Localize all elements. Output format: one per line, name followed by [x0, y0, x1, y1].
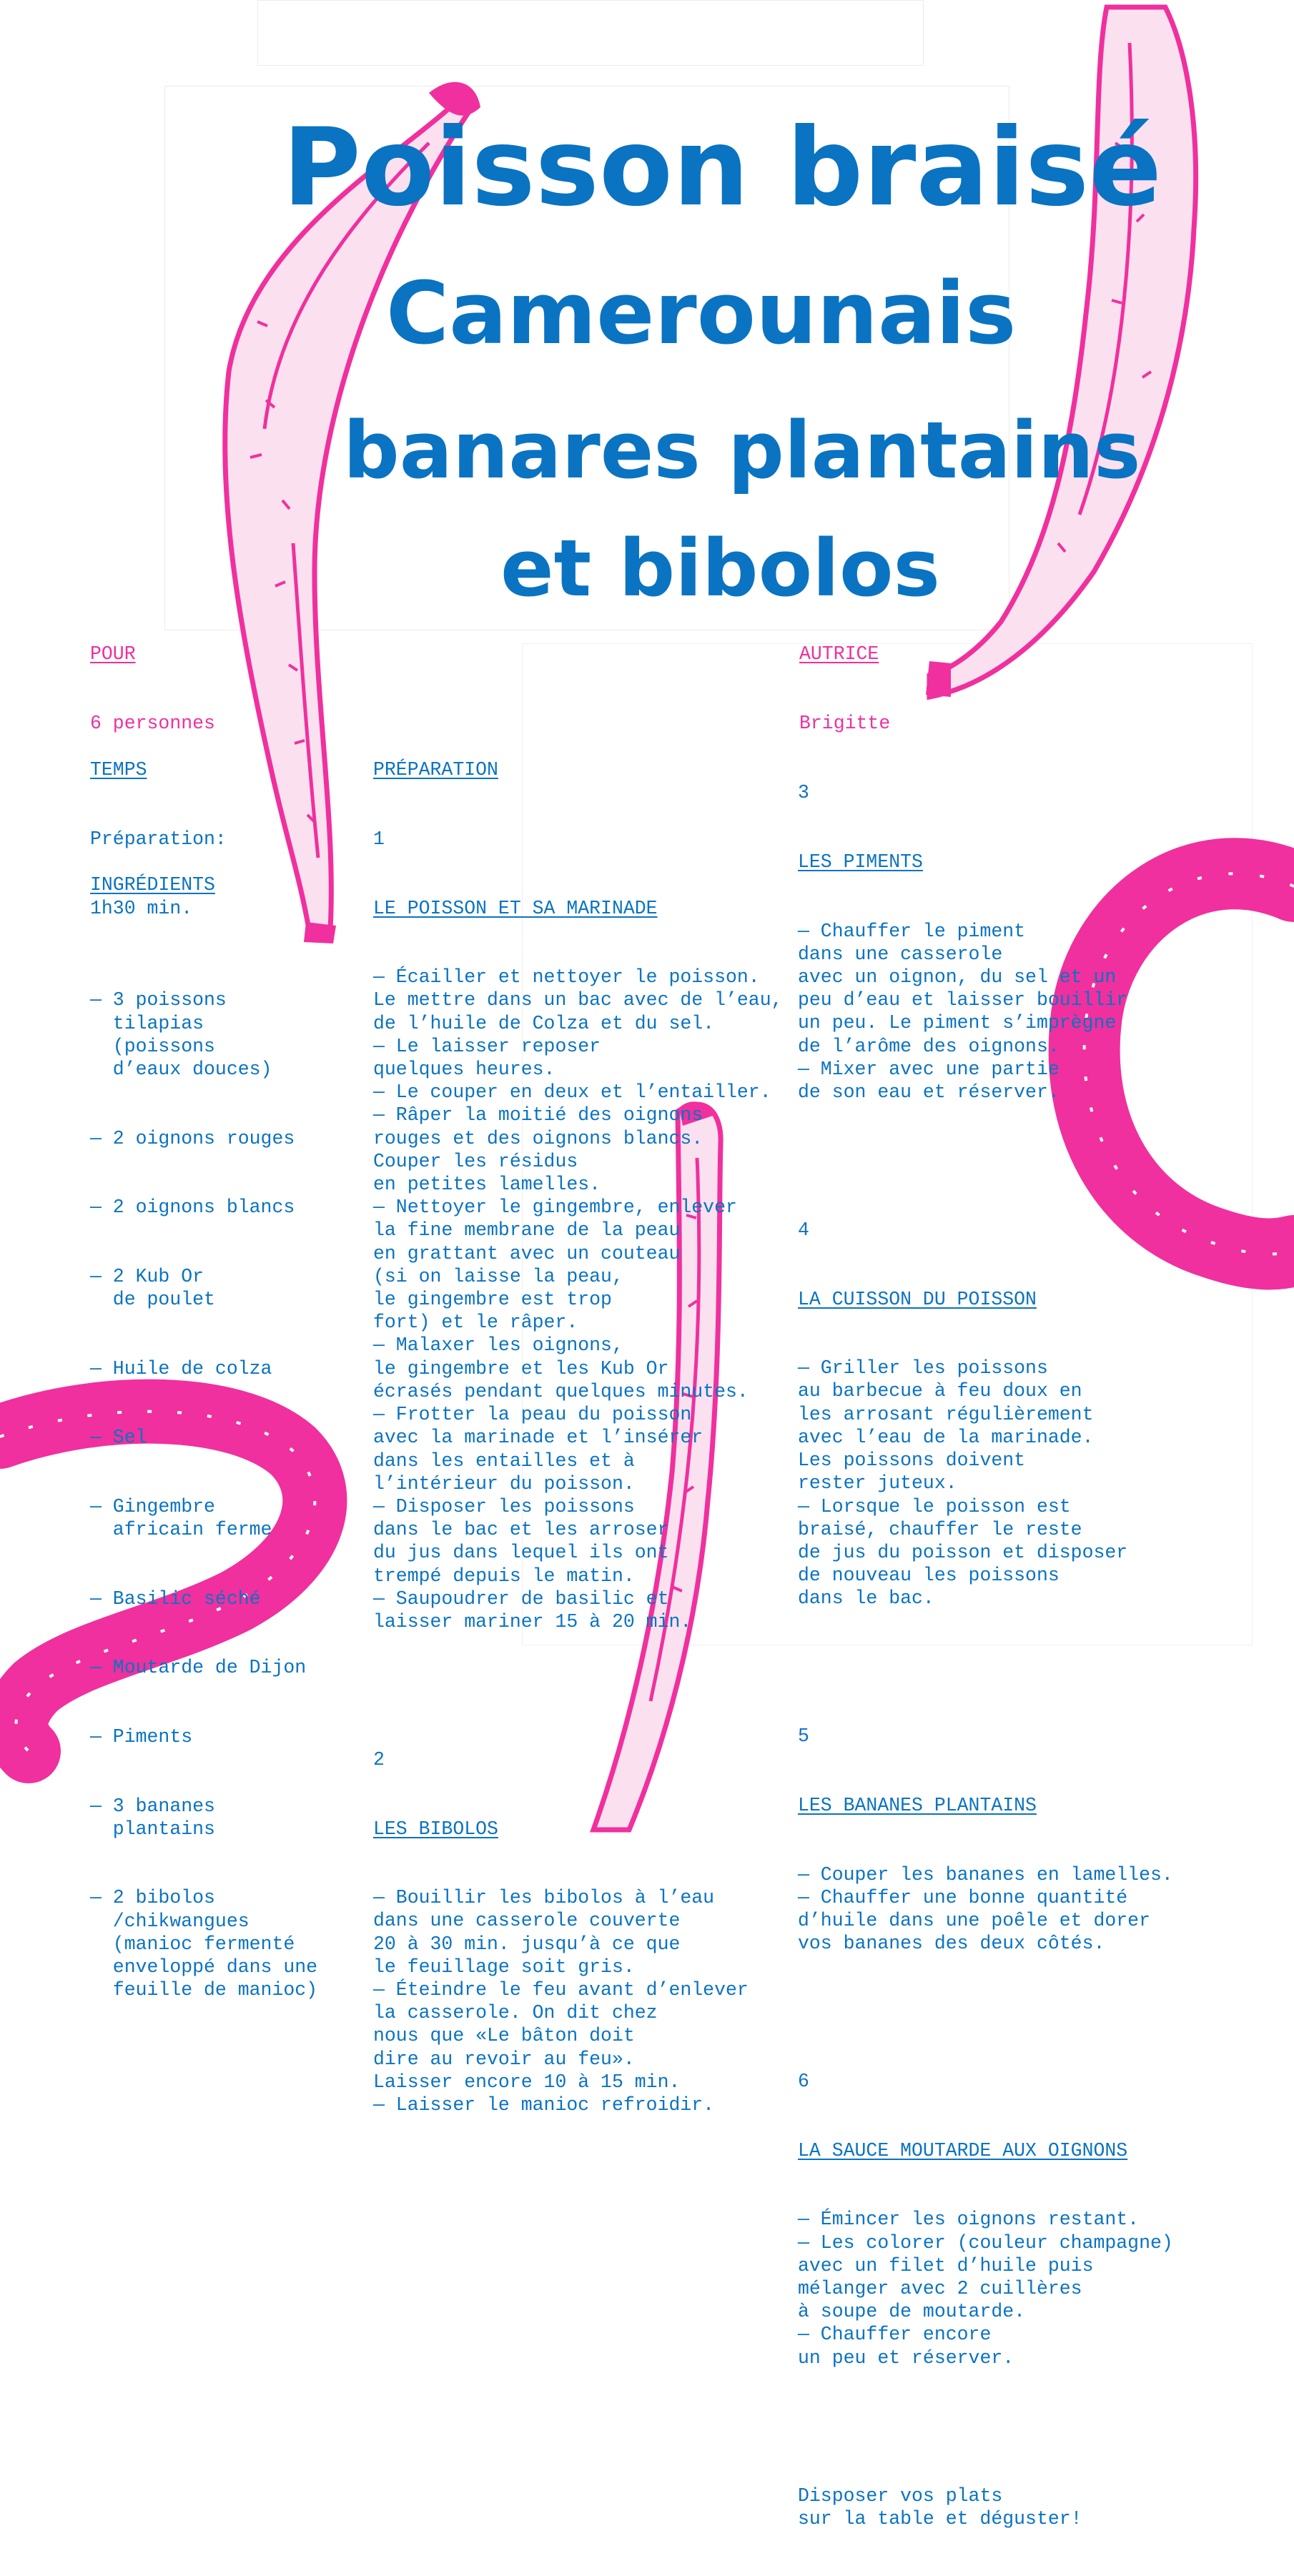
step-text: — Griller les poissons au barbecue à feu doux en les arrosant régulièrement avec l’eau de la marinade. Les poissons doivent rester juteux. — Lorsque le poisson est braisé, chauffer le reste de jus du poisson et disposer de nouveau les poissons dans le bac. [798, 1357, 1128, 1610]
ingredient-item: — Basilic séché [90, 1587, 261, 1610]
step-number: 3 [798, 782, 809, 804]
ingredient-item: — Piments [90, 1725, 193, 1748]
ingredients-list [90, 943, 317, 2048]
time-line-1: Préparation: [90, 828, 227, 851]
title-line-3: banares plantains [343, 405, 1141, 496]
preparation-label: PRÉPARATION [373, 759, 498, 781]
preparation-column-2 [798, 735, 1173, 2576]
servings-value: 6 personnes [90, 713, 215, 735]
title-line-4: et bibolos [500, 522, 940, 614]
ingredient-item: — 2 oignons rouges [90, 1127, 295, 1149]
preparation-column-1 [373, 713, 783, 2163]
step-title: LA SAUCE MOUTARDE AUX OIGNONS [798, 2139, 1128, 2161]
closing-text: Disposer vos plats sur la table et déguster! [798, 2485, 1082, 2530]
step-text: — Chauffer le piment dans une casserole avec un oignon, du sel et un peu d’eau et laisser bouillir un peu. Le piment s’imprègne de l’arôme des oignons. — Mixer avec une partie de son eau et réserver. [798, 920, 1128, 1104]
step-title: LES BANANES PLANTAINS [798, 1794, 1037, 1816]
step-title: LES PIMENTS [798, 851, 923, 873]
ingredient-item: — Sel [90, 1427, 147, 1449]
step-number: 2 [373, 1748, 385, 1770]
step-number: 1 [373, 828, 385, 851]
servings-label: POUR [90, 643, 136, 665]
step-title: LES BIBOLOS [373, 1818, 498, 1840]
ingredient-item: — 2 oignons blancs [90, 1197, 295, 1219]
ingredients-block [90, 828, 317, 2094]
ingredient-item: — 3 poissons tilapias (poissons d’eaux douces) [90, 989, 272, 1081]
title-line-2: Camerounais [386, 264, 1017, 364]
ingredient-item: — 2 bibolos /chikwangues (manioc fermenté enveloppé dans une feuille de manioc) [90, 1887, 318, 2001]
ingredients-label: INGRÉDIENTS [90, 874, 215, 896]
ingredient-item: — Moutarde de Dijon [90, 1657, 307, 1679]
step-text: — Écailler et nettoyer le poisson. Le mettre dans un bac avec de l’eau, de l’huile de Colza et du sel. — Le laisser reposer quelques heures. — Le couper en deux et l’entailler. — Râper la moitié des oignons rouges et des oignons blancs. Couper les résidus en petites lamelles. — Nettoyer le gingembre, enlever la fine membrane de la peau en grattant avec un couteau (si on laisse la peau, le gingembre est trop fort) et le râper. — Malaxer les oignons, le gingembre et les Kub Or écrasés pendant quelques minutes. — Frotter la peau du poisson avec la marinade et l’insérer dans les entailles et à l’intérieur du poisson. — Disposer les poissons dans le bac et les arroser du jus dans lequel ils ont trempé depuis le matin. — Saupoudrer de basilic et laisser mariner 15 à 20 min. [373, 966, 783, 1633]
ingredient-item: — 2 Kub Or de poulet [90, 1265, 215, 1311]
author-value: Brigitte [799, 713, 891, 735]
ingredient-item: — 3 bananes plantains [90, 1795, 215, 1840]
title-line-1: Poisson braisé [282, 106, 1162, 230]
ingredient-item: — Huile de colza [90, 1357, 272, 1379]
ingredient-item: — Gingembre africain ferme [90, 1495, 272, 1541]
step-text: — Émincer les oignons restant. — Les colorer (couleur champagne) avec un filet d’huile puis mélanger avec 2 cuillères à soupe de moutarde. — Chauffer encore un peu et réserver. [798, 2209, 1173, 2369]
step-number: 4 [798, 1219, 809, 1242]
step-text: — Couper les bananes en lamelles. — Chauffer une bonne quantité d’huile dans une poêle et dorer vos bananes des deux côtés. [798, 1863, 1173, 1955]
time-label: TEMPS [90, 759, 147, 781]
step-number: 5 [798, 1725, 809, 1748]
step-text: — Bouillir les bibolos à l’eau dans une casserole couverte 20 à 30 min. jusqu’à ce que le feuillage soit gris. — Éteindre le feu avant d’enlever la casserole. On dit chez nous que «Le bâton doit dire au revoir au feu». Laisser encore 10 à 15 min. — Laisser le manioc refroidir. [373, 1887, 749, 2116]
step-number: 6 [798, 2071, 809, 2093]
time-line-2: 1h30 min. [90, 897, 193, 919]
author-label: AUTRICE [799, 643, 879, 665]
step-title: LE POISSON ET SA MARINADE [373, 897, 658, 919]
step-title: LA CUISSON DU POISSON [798, 1288, 1037, 1310]
